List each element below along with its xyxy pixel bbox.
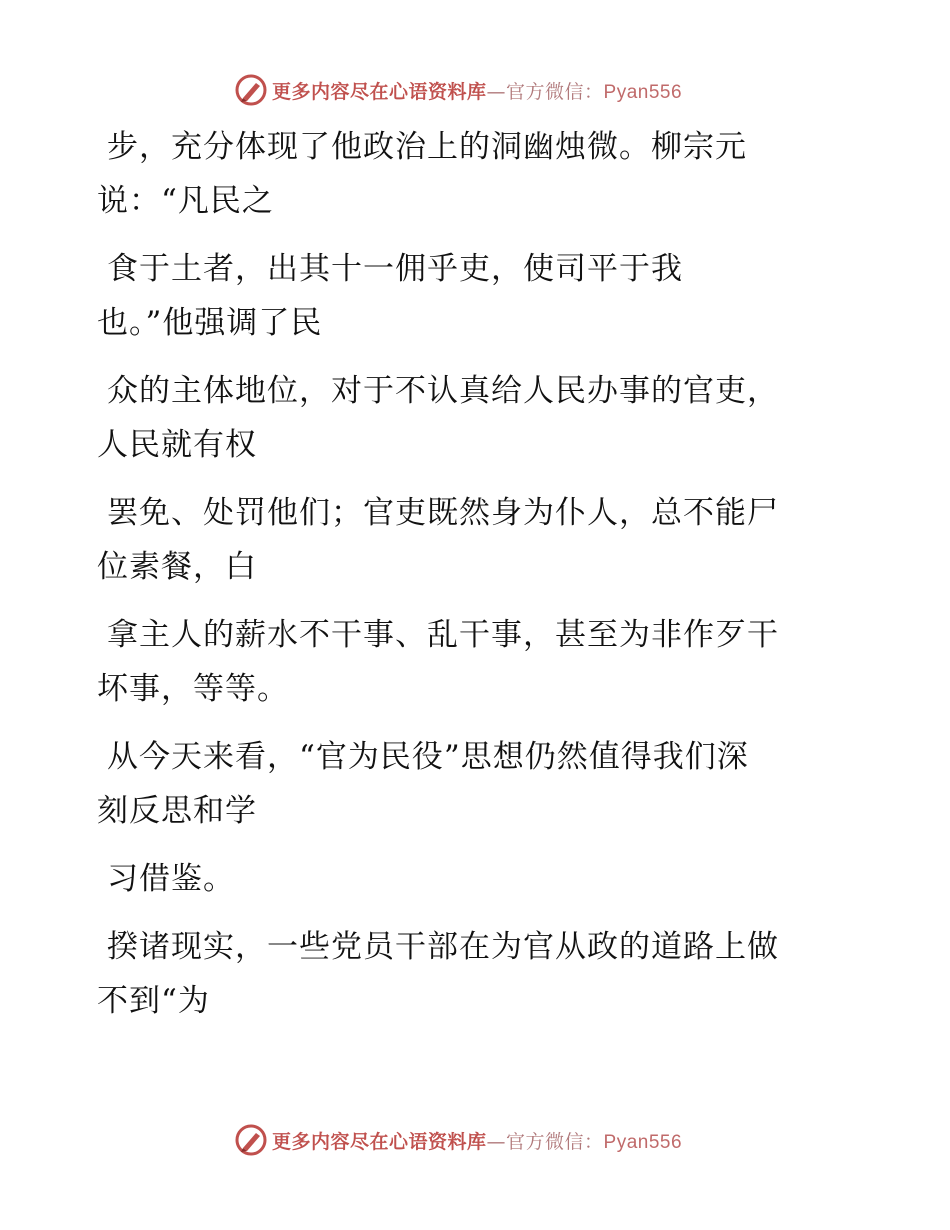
header-dash: — bbox=[486, 80, 507, 103]
paragraph-line: 罢免、处罚他们；官吏既然身为仆人，总不能尸 bbox=[107, 495, 779, 531]
footer-wechat-id: Pyan556 bbox=[603, 1131, 683, 1153]
paragraph-line: 从今天来看，“官为民役”思想仍然值得我们深 bbox=[107, 739, 749, 775]
paragraph-line: 说：“凡民之 bbox=[97, 183, 274, 219]
paragraph-2 bbox=[97, 242, 837, 350]
paragraph-1 bbox=[97, 120, 837, 228]
document-body bbox=[97, 120, 837, 1042]
paragraph-line: 刻反思和学 bbox=[97, 793, 257, 829]
paragraph-line: 也。”他强调了民 bbox=[97, 305, 323, 341]
paragraph-7 bbox=[97, 852, 837, 906]
paragraph-line: 步，充分体现了他政治上的洞幽烛微。柳宗元 bbox=[107, 129, 747, 165]
header-banner bbox=[234, 72, 682, 108]
paragraph-4 bbox=[97, 486, 837, 594]
paragraph-line: 不到“为 bbox=[97, 983, 210, 1019]
paragraph-line: 揆诸现实，一些党员干部在为官从政的道路上做 bbox=[107, 929, 779, 965]
pen-logo-icon bbox=[234, 1123, 268, 1157]
header-text bbox=[272, 77, 682, 104]
footer-banner bbox=[234, 1122, 682, 1158]
footer-dash: — bbox=[486, 1130, 507, 1153]
paragraph-8 bbox=[97, 920, 837, 1028]
footer-text bbox=[272, 1127, 682, 1154]
footer-official-label: 官方微信： bbox=[506, 1130, 604, 1153]
footer-prefix: 更多内容尽在心语资料库 bbox=[272, 1130, 487, 1153]
paragraph-6 bbox=[97, 730, 837, 838]
pen-logo-icon bbox=[234, 73, 268, 107]
header-wechat-id: Pyan556 bbox=[603, 81, 683, 103]
paragraph-line: 位素餐，白 bbox=[97, 549, 257, 585]
paragraph-line: 坏事，等等。 bbox=[97, 671, 289, 707]
paragraph-5 bbox=[97, 608, 837, 716]
paragraph-line: 习借鉴。 bbox=[107, 861, 235, 897]
header-official-label: 官方微信： bbox=[506, 80, 604, 103]
header-prefix: 更多内容尽在心语资料库 bbox=[272, 80, 487, 103]
paragraph-line: 拿主人的薪水不干事、乱干事，甚至为非作歹干 bbox=[107, 617, 779, 653]
paragraph-line: 食于土者，出其十一佣乎吏，使司平于我 bbox=[107, 251, 683, 287]
paragraph-line: 人民就有权 bbox=[97, 427, 257, 463]
paragraph-3 bbox=[97, 364, 837, 472]
paragraph-line: 众的主体地位，对于不认真给人民办事的官吏， bbox=[107, 373, 779, 409]
